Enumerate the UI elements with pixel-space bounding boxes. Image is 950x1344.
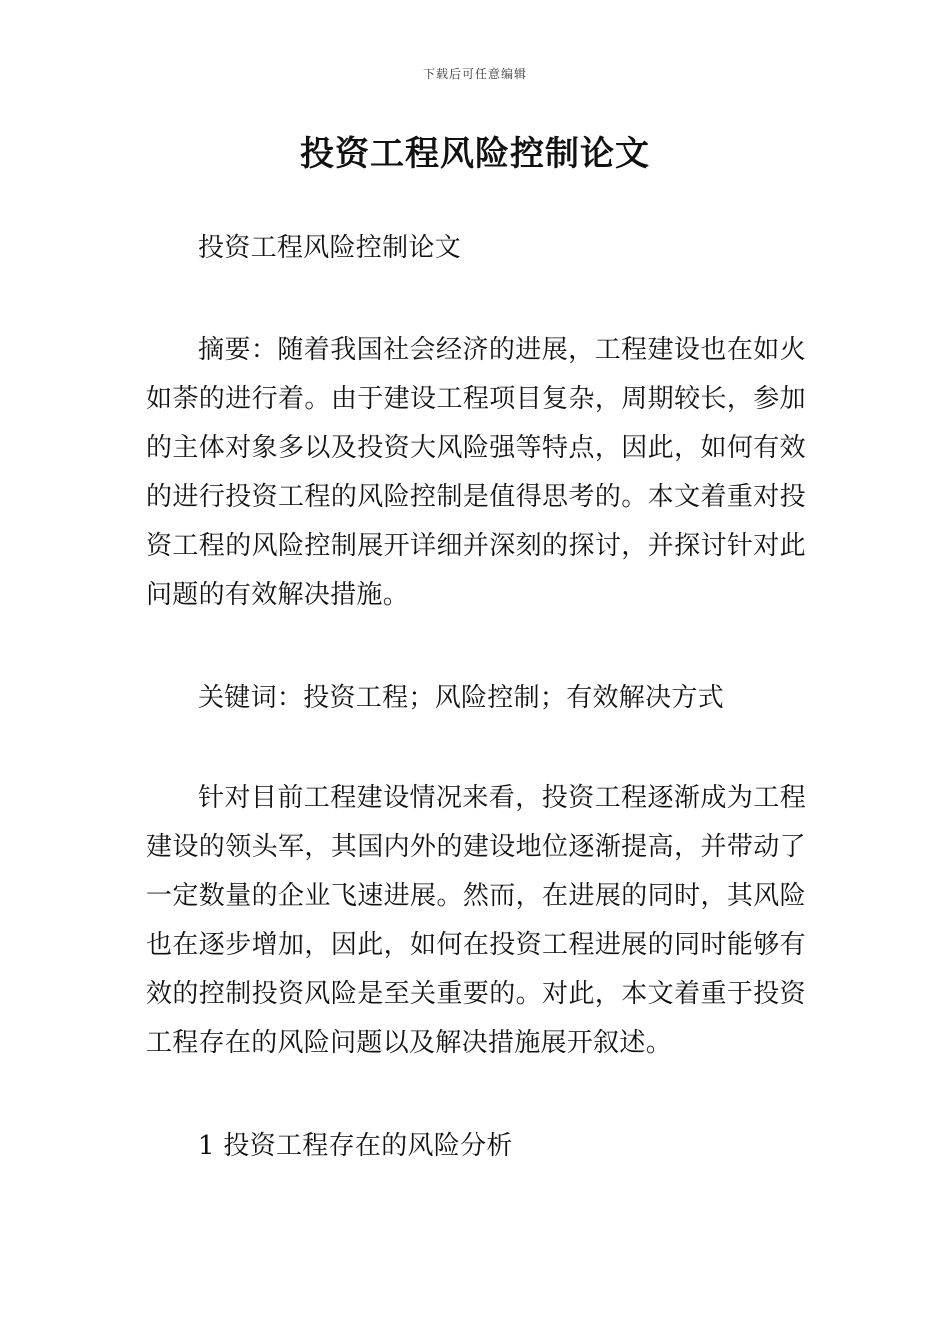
abstract-paragraph: 摘要：随着我国社会经济的进展，工程建设也在如火如荼的进行着。由于建设工程项目复杂，周期较长，参加的主体对象多以及投资大风险强等特点，因此，如何有效的进行投资工程的风险控制是值得思考的。本文着重对投资工程的风险控制展开详细并深刻的探讨，并探讨针对此问题的有效解决措施。 (146, 335, 806, 610)
intro-paragraph: 针对目前工程建设情况来看，投资工程逐渐成为工程建设的领头军，其国内外的建设地位逐渐提高，并带动了一定数量的企业飞速进展。然而，在进展的同时，其风险也在逐步增加，因此，如何在投资工程进展的同时能够有效的控制投资风险是至关重要的。对此，本文着重于投资工程存在的风险问题以及解决措施展开叙述。 (146, 783, 806, 1058)
document-title: 投资工程风险控制论文 (300, 134, 650, 174)
header-note: 下载后可任意编辑 (422, 67, 527, 81)
section-heading: 1 投资工程存在的风险分析 (198, 1131, 513, 1161)
keywords-paragraph: 关键词：投资工程；风险控制；有效解决方式 (198, 683, 725, 713)
subtitle-paragraph: 投资工程风险控制论文 (198, 233, 462, 263)
